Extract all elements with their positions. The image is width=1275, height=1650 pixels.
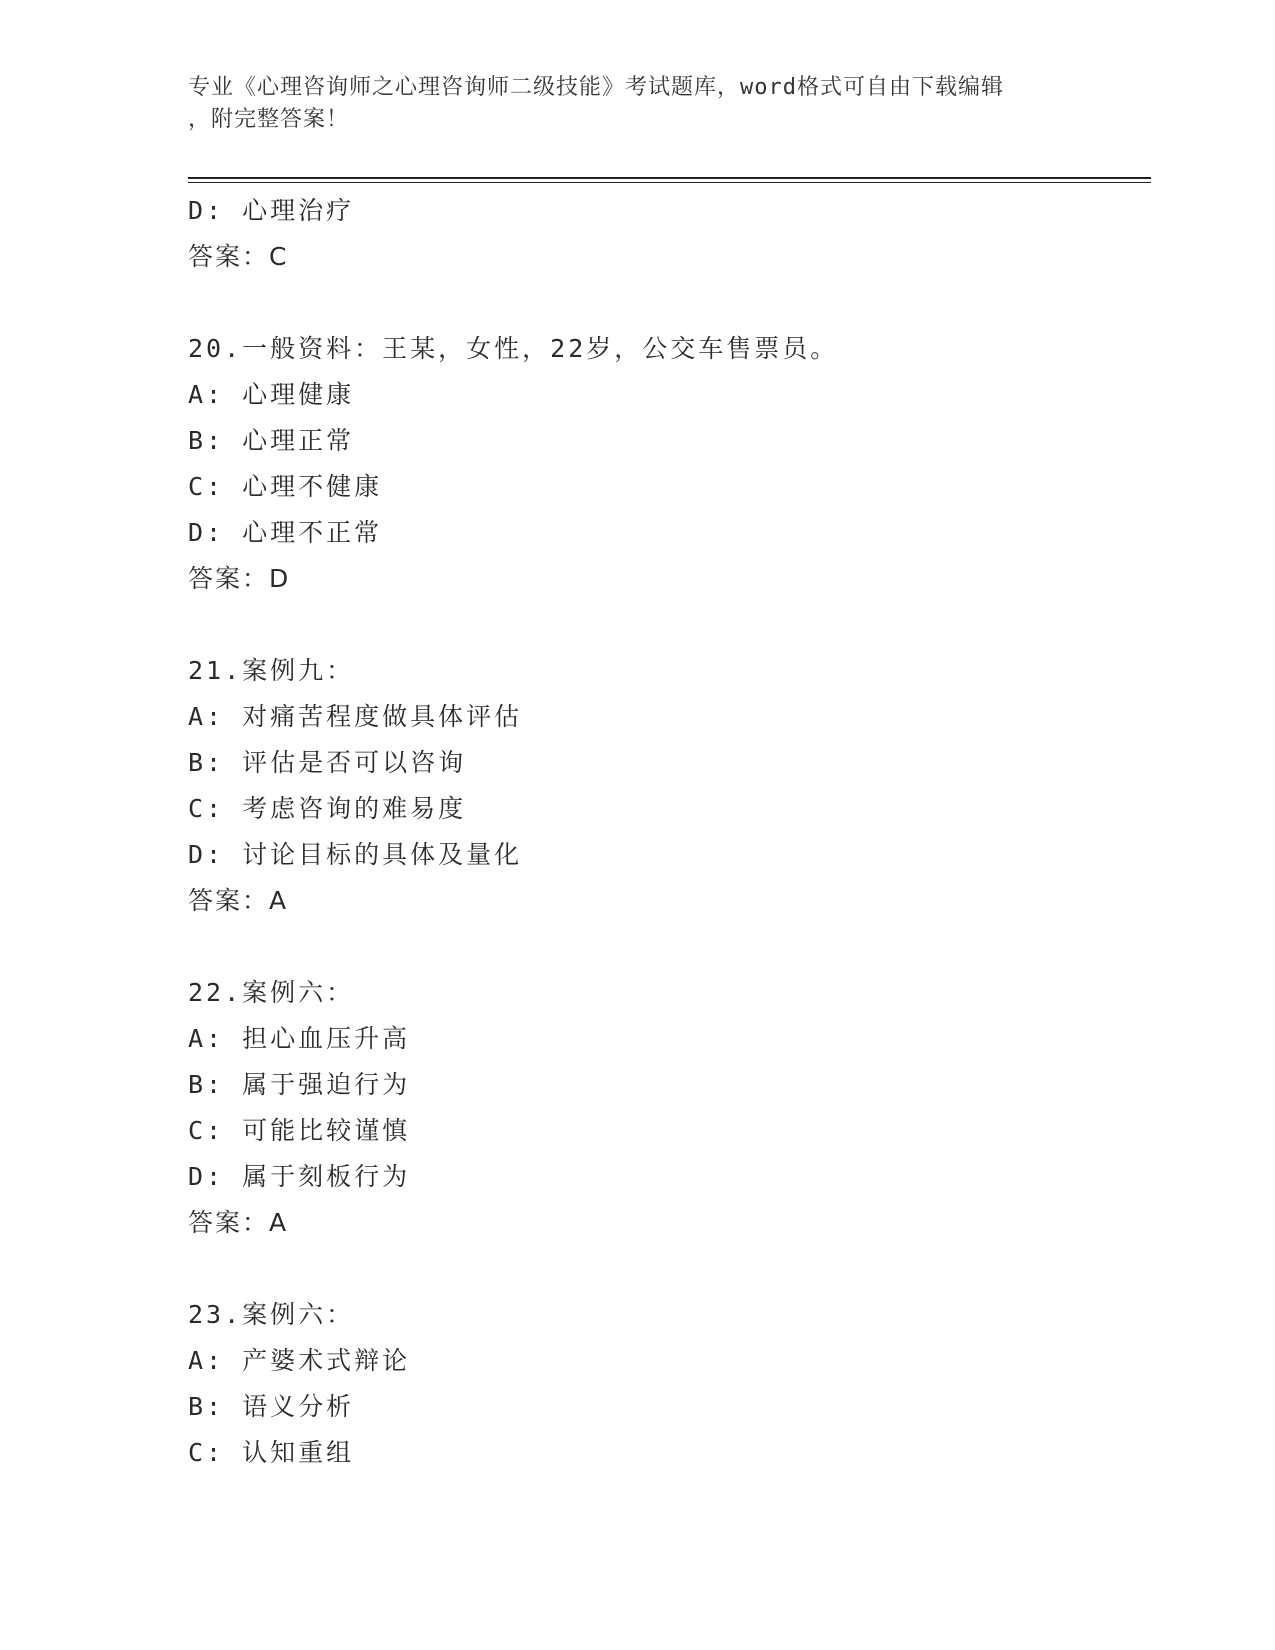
q23-option-b: B: 语义分析 <box>188 1392 355 1421</box>
q21-option-a: A: 对痛苦程度做具体评估 <box>188 702 523 731</box>
q20-option-c: C: 心理不健康 <box>188 472 383 501</box>
q23-stem: 23.案例六： <box>188 1300 355 1329</box>
q20-option-d: D: 心理不正常 <box>188 518 383 547</box>
q19-answer: 答案：C <box>188 242 289 271</box>
q23-option-c: C: 认知重组 <box>188 1438 355 1467</box>
q20-answer: 答案：D <box>188 564 291 593</box>
spacer <box>188 1246 1151 1292</box>
q19-option-d: D: 心理治疗 <box>188 196 355 225</box>
q21-answer: 答案：A <box>188 886 289 915</box>
header-rule-thin <box>188 182 1151 183</box>
q22-stem: 22.案例六： <box>188 978 355 1007</box>
q21-option-b: B: 评估是否可以咨询 <box>188 748 467 777</box>
q21-option-c: C: 考虑咨询的难易度 <box>188 794 467 823</box>
document-header <box>188 72 1088 136</box>
question-list <box>188 188 1151 1476</box>
q22-option-d: D: 属于刻板行为 <box>188 1162 411 1191</box>
spacer <box>188 602 1151 648</box>
q20-option-a: A: 心理健康 <box>188 380 355 409</box>
q22-option-c: C: 可能比较谨慎 <box>188 1116 411 1145</box>
q22-answer: 答案：A <box>188 1208 289 1237</box>
q20-option-b: B: 心理正常 <box>188 426 355 455</box>
spacer <box>188 924 1151 970</box>
q20-stem: 20.一般资料：王某，女性，22岁，公交车售票员。 <box>188 334 839 363</box>
q23-option-a: A: 产婆术式辩论 <box>188 1346 411 1375</box>
q22-option-b: B: 属于强迫行为 <box>188 1070 411 1099</box>
header-title-line-2: ，附完整答案！ <box>188 107 350 132</box>
header-title-line-1: 专业《心理咨询师之心理咨询师二级技能》考试题库，word格式可自由下载编辑 <box>188 75 1004 100</box>
q21-option-d: D: 讨论目标的具体及量化 <box>188 840 523 869</box>
q21-stem: 21.案例九： <box>188 656 355 685</box>
header-rule-thick <box>188 177 1151 179</box>
spacer <box>188 280 1151 326</box>
q22-option-a: A: 担心血压升高 <box>188 1024 411 1053</box>
